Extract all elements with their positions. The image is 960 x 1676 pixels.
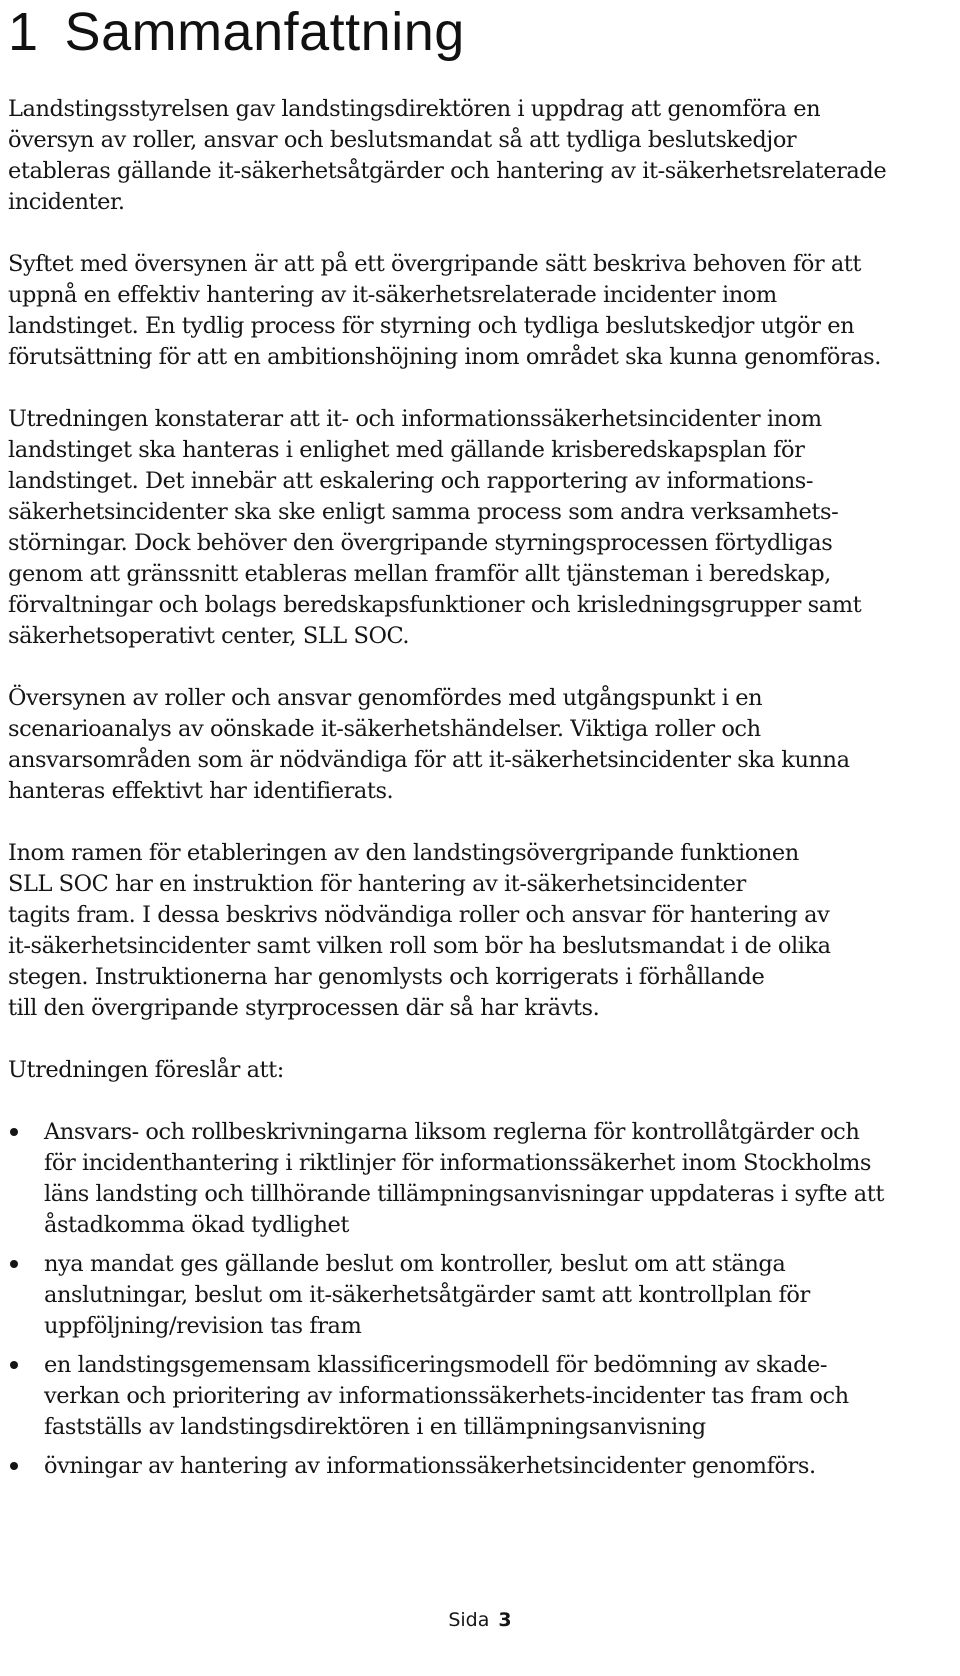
bullet-icon (10, 1462, 18, 1470)
page-number: 3 (498, 1609, 512, 1631)
text-line: Landstingsstyrelsen gav landstingsdirektören i uppdrag att genomföra en (8, 96, 821, 122)
text-line: en landstingsgemensam klassificeringsmodell för bedömning av skade- (44, 1352, 828, 1378)
text-line: verkan och prioritering av informationssäkerhets-incidenter tas fram och (44, 1383, 849, 1409)
text-line: uppföljning/revision tas fram (44, 1313, 362, 1339)
bullet-icon (10, 1361, 18, 1369)
text-line: översyn av roller, ansvar och beslutsmandat så att tydliga beslutskedjor (8, 127, 797, 153)
paragraph (8, 404, 928, 652)
text-line: fastställs av landstingsdirektören i en tillämpningsanvisning (44, 1414, 706, 1440)
text-line: genom att gränssnitt etableras mellan framför allt tjänsteman i beredskap, (8, 561, 831, 587)
text-line: Inom ramen för etableringen av den landstingsövergripande funktionen (8, 840, 799, 866)
text-line: Utredningen konstaterar att it- och informationssäkerhetsincidenter inom (8, 406, 822, 432)
page-footer (0, 1609, 960, 1631)
section-heading (8, 0, 465, 64)
paragraph (8, 838, 928, 1024)
text-line: Översynen av roller och ansvar genomfördes med utgångspunkt i en (8, 685, 763, 711)
text-line: anslutningar, beslut om it-säkerhetsåtgärder samt att kontrollplan för (44, 1282, 810, 1308)
list-item (8, 1350, 928, 1443)
list-item (8, 1249, 928, 1342)
text-line: förvaltningar och bolags beredskapsfunktioner och krisledningsgrupper samt (8, 592, 862, 618)
text-line: incidenter. (8, 189, 125, 215)
bullet-icon (10, 1260, 18, 1268)
text-line: Syftet med översynen är att på ett övergripande sätt beskriva behoven för att (8, 251, 861, 277)
body-text (8, 94, 928, 1490)
section-title: Sammanfattning (64, 2, 465, 62)
text-line: Ansvars- och rollbeskrivningarna liksom reglerna för kontrollåtgärder och (44, 1119, 860, 1145)
text-line: it-säkerhetsincidenter samt vilken roll som bör ha beslutsmandat i de olika (8, 933, 831, 959)
paragraph (8, 94, 928, 218)
text-line: landstinget ska hanteras i enlighet med gällande krisberedskapsplan för (8, 437, 805, 463)
text-line: till den övergripande styrprocessen där så har krävts. (8, 995, 600, 1021)
text-line: säkerhetsincidenter ska ske enligt samma process som andra verksamhets- (8, 499, 839, 525)
text-line: tagits fram. I dessa beskrivs nödvändiga roller och ansvar för hantering av (8, 902, 830, 928)
text-line: läns landsting och tillhörande tillämpningsanvisningar uppdateras i syfte att (44, 1181, 884, 1207)
text-line: landstinget. En tydlig process för styrning och tydliga beslutskedjor utgör en (8, 313, 855, 339)
text-line: säkerhetsoperativt center, SLL SOC. (8, 623, 410, 649)
section-number: 1 (8, 2, 39, 62)
text-line: landstinget. Det innebär att eskalering och rapportering av informations- (8, 468, 814, 494)
proposal-intro: Utredningen föreslår att: (8, 1057, 284, 1083)
text-line: etableras gällande it-säkerhetsåtgärder och hantering av it-säkerhetsrelaterade (8, 158, 887, 184)
proposal-list (8, 1117, 928, 1482)
list-item (8, 1117, 928, 1241)
text-line: scenarioanalys av oönskade it-säkerhetshändelser. Viktiga roller och (8, 716, 761, 742)
paragraph (8, 683, 928, 807)
text-line: åstadkomma ökad tydlighet (44, 1212, 349, 1238)
text-line: ansvarsområden som är nödvändiga för att it-säkerhetsincidenter ska kunna (8, 747, 850, 773)
paragraph (8, 249, 928, 373)
text-line: uppnå en effektiv hantering av it-säkerhetsrelaterade incidenter inom (8, 282, 777, 308)
text-line: stegen. Instruktionerna har genomlysts och korrigerats i förhållande (8, 964, 765, 990)
page-label: Sida (448, 1609, 490, 1631)
list-item (8, 1451, 928, 1482)
text-line: störningar. Dock behöver den övergripande styrningsprocessen förtydligas (8, 530, 833, 556)
bullet-icon (10, 1128, 18, 1136)
text-line: för incidenthantering i riktlinjer för informationssäkerhet inom Stockholms (44, 1150, 871, 1176)
text-line: hanteras effektivt har identifierats. (8, 778, 394, 804)
text-line: nya mandat ges gällande beslut om kontroller, beslut om att stänga (44, 1251, 786, 1277)
text-line: övningar av hantering av informationssäkerhetsincidenter genomförs. (44, 1453, 816, 1479)
text-line: förutsättning för att en ambitionshöjning inom området ska kunna genomföras. (8, 344, 881, 370)
text-line: SLL SOC har en instruktion för hantering av it-säkerhetsincidenter (8, 871, 746, 897)
